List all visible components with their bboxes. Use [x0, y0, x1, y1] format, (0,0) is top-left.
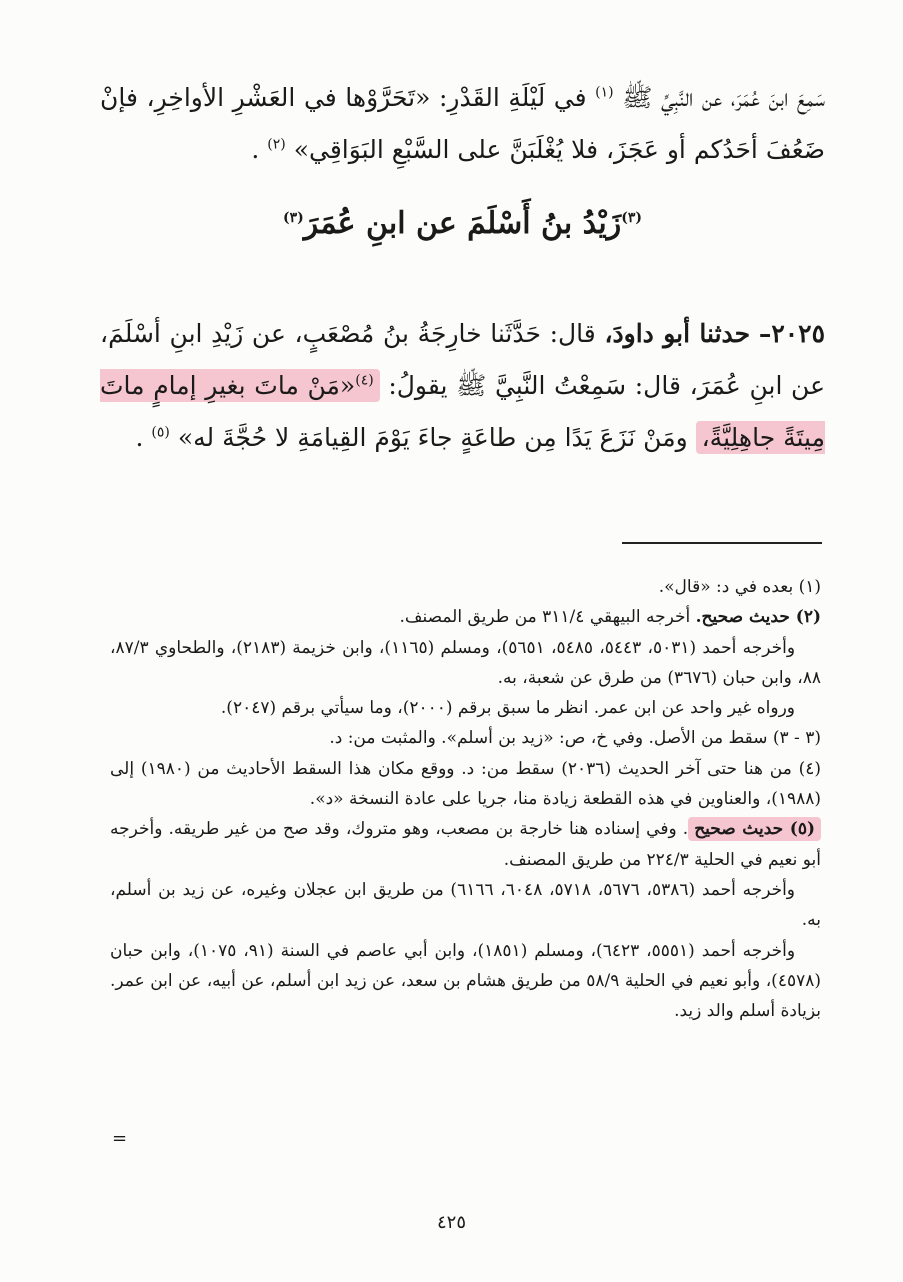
heading-text: زَيْدُ بنُ أَسْلَمَ عن ابنِ عُمَرَ — [303, 206, 622, 241]
top-paragraph — [100, 72, 825, 176]
footnote-2-continued-2 — [110, 693, 821, 723]
top-end: . — [251, 135, 260, 164]
top-text-1: سَمِعَ ابنَ عُمَرَ، عن النَّبِيِّ ﷺ — [622, 83, 825, 112]
footnote-5-continued-2 — [110, 936, 821, 1027]
hadith-paragraph — [100, 308, 825, 464]
footnote-2-lead: (٢) حديث صحيح. — [695, 607, 821, 628]
top-text-2: في لَيْلَةِ القَدْرِ: «تَحَرَّوْها في العَشْرِ الأواخِرِ، فإنْ ضَعُفَ أحَدُكم أو عَجَزَ، فلا يُغْلَبَنَّ على السَّبْعِ البَوَاقِي» — [100, 83, 825, 164]
footnote-2-text: أخرجه البيهقي ٣١١/٤ من طريق المصنف. — [399, 607, 691, 628]
footnote-2c-text: ورواه غير واحد عن ابن عمر. انظر ما سبق برقم (٢٠٠٠)، وما سيأتي برقم (٢٠٤٧). — [220, 698, 795, 719]
footnote-5-lead: (٥) حديث صحيح — [688, 817, 821, 841]
footnote-5-text: . وفي إسناده هنا خارجة بن مصعب، وهو متروك، وقد صح من غير طريقه. وأخرجه أبو نعيم في الحلية ٢٢٤/٣ من طريق المصنف. — [110, 819, 821, 870]
hadith-dash: – — [758, 319, 772, 348]
continuation-mark: = — [112, 1128, 128, 1149]
hadith-lead: حدثنا أبو داودَ، — [604, 319, 751, 348]
footnote-ref-4[interactable]: (٤) — [355, 372, 374, 389]
footnote-ref-1[interactable]: (١) — [595, 84, 614, 101]
footnote-5c-text: وأخرجه أحمد (٥٥٥١، ٦٤٢٣)، ومسلم (١٨٥١)، وابن أبي عاصم في السنة (٩١، ١٠٧٥)، وابن حبان (٤٥٧٨)، وأبو نعيم في الحلية ٥٨/٩ من طريق هشام بن سعد، عن زيد ابن أسلم، عن أبيه، عن ابن عمر. بزيادة أسلم والد زيد. — [110, 940, 821, 1022]
hadith-number: ٢٠٢٥ — [771, 319, 826, 348]
footnote-3 — [110, 723, 821, 753]
heading-ref-close[interactable]: (٣) — [283, 210, 304, 226]
footnote-ref-5[interactable]: (٥) — [151, 424, 170, 441]
section-heading — [100, 206, 825, 241]
footnote-1-text: (١) بعده في د: «قال». — [658, 577, 821, 597]
footnote-2b-text: وأخرجه أحمد (٥٠٣١، ٥٤٤٣، ٥٤٨٥، ٥٦٥١)، ومسلم (١١٦٥)، وابن خزيمة (٢١٨٣)، والطحاوي ٨٧/٣، ٨٨، وابن حبان (٣٦٧٦) من طرق عن شعبة، به. — [110, 637, 821, 688]
footnote-divider — [622, 542, 822, 544]
footnote-2 — [110, 602, 821, 632]
footnote-1 — [110, 572, 821, 602]
footnotes — [110, 572, 821, 1026]
footnote-5b-text: وأخرجه أحمد (٥٣٨٦، ٥٦٧٦، ٥٧١٨، ٦٠٤٨، ٦١٦٦) من طريق ابن عجلان وغيره، عن زيد بن أسلم، به. — [110, 879, 821, 931]
footnote-4-text: (٤) من هنا حتى آخر الحديث (٢٠٣٦) سقط من: د. ووقع مكان هذا السقط الأحاديث من (١٩٨٠) إلى (١٩٨٨)، والعناوين في هذه القطعة زيادة منا، جريا على عادة النسخة «د». — [110, 758, 822, 810]
hadith-end: . — [135, 423, 144, 452]
highlight-1: «مَنْ ماتَ بغيرِ إمامٍ ماتَ مِيتَةً جاهِلِيَّةً، — [100, 371, 825, 452]
footnote-5 — [110, 814, 821, 875]
footnote-5-continued — [110, 875, 821, 936]
page-number: ٤٢٥ — [436, 1212, 466, 1233]
hadith-text-2: ومَنْ نَزَعَ يَدًا مِن طاعَةٍ جاءَ يَوْمَ القِيامَةِ لا حُجَّةَ له» — [177, 423, 688, 452]
footnote-4 — [110, 754, 821, 815]
heading-ref-open[interactable]: (٣) — [621, 210, 642, 226]
footnote-3-text: (٣ - ٣) سقط من الأصل. وفي خ، ص: «زيد بن أسلم». والمثبت من: د. — [329, 728, 821, 749]
footnote-ref-2[interactable]: (٢) — [267, 136, 286, 153]
hadith-text-1: قال: حَدَّثَنا خارِجَةُ بنُ مُصْعَبٍ، عن زَيْدِ ابنِ أسْلَمَ، عن ابنِ عُمَرَ، قال: سَمِعْتُ النَّبِيَّ ﷺ يقولُ: — [100, 319, 825, 400]
footnote-2-continued — [110, 633, 821, 694]
